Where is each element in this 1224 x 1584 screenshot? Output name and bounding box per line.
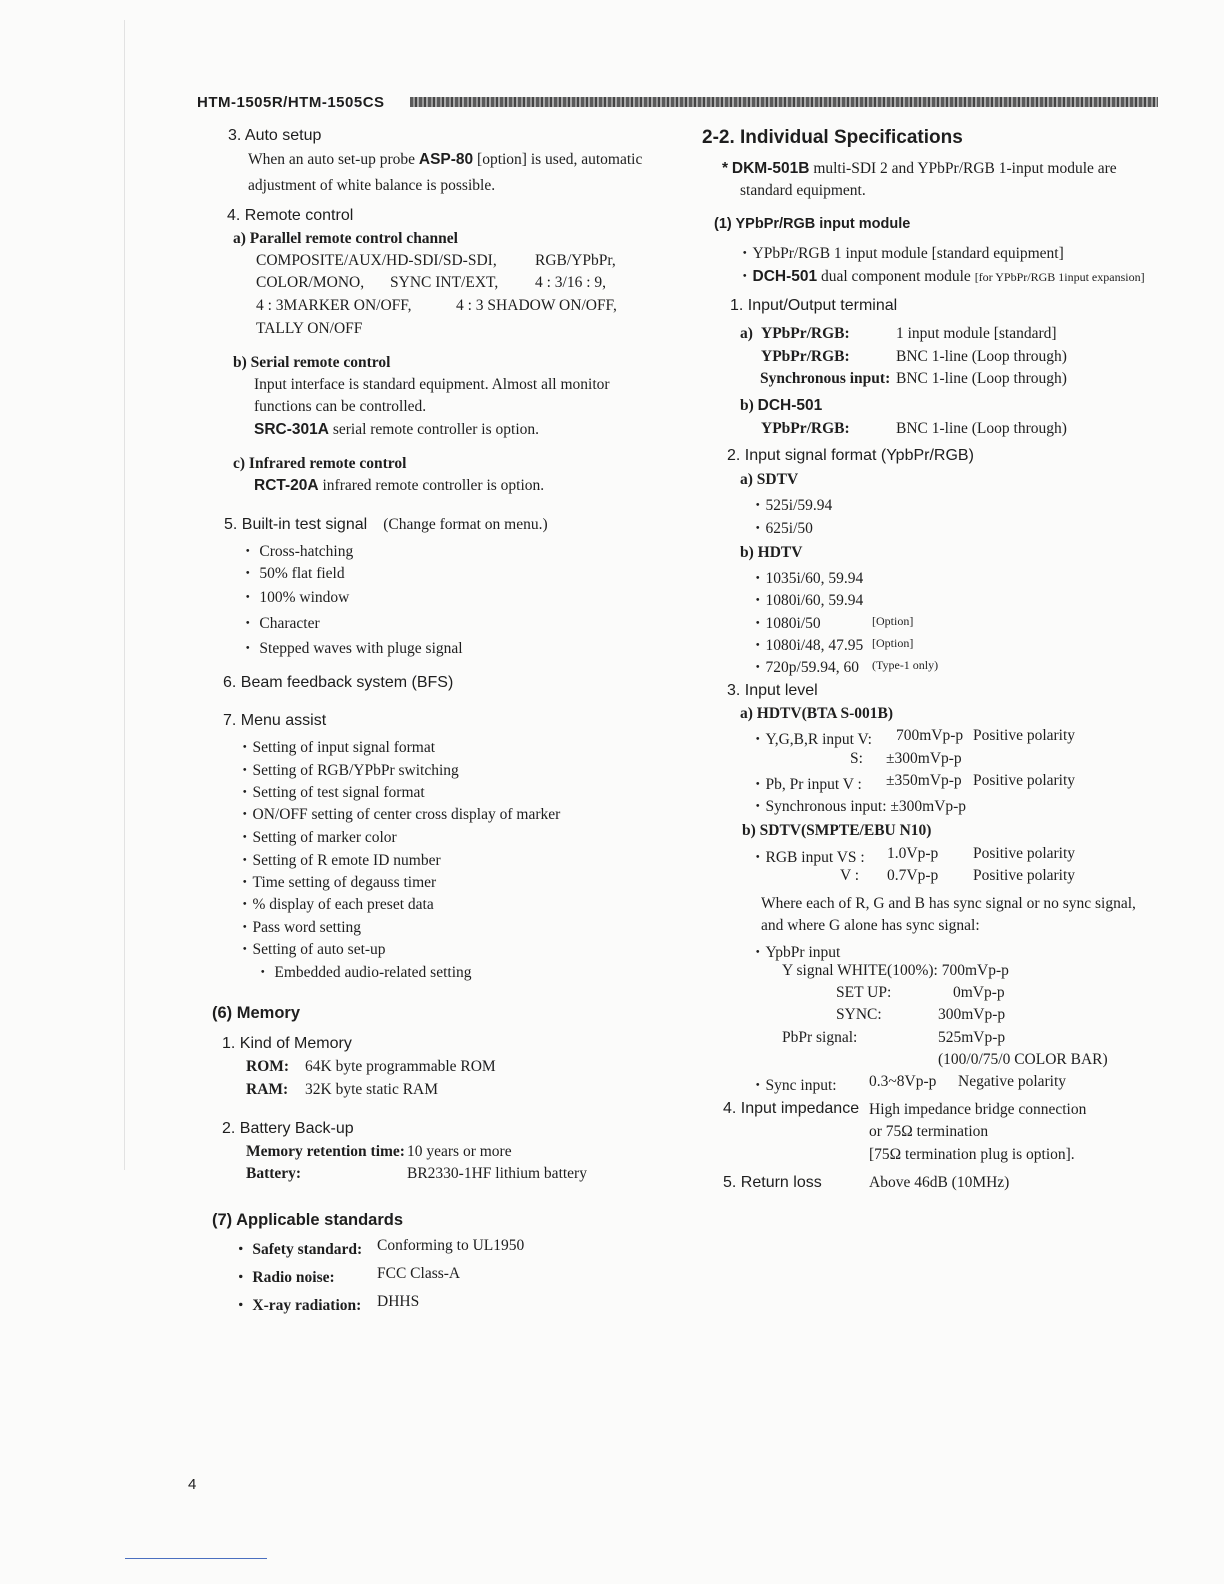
dch501-product: DCH-501 xyxy=(757,397,823,414)
parallel-label: a) Parallel remote control channel xyxy=(233,230,458,247)
parallel-item: COLOR/MONO, xyxy=(256,274,365,291)
format-item: ・1080i/48, 47.95 xyxy=(750,637,864,654)
level-label: ・YpbPr input xyxy=(750,944,841,961)
page-number: 4 xyxy=(188,1476,197,1493)
level-value: 700mVp-p xyxy=(896,727,964,744)
impedance-line: High impedance bridge connection xyxy=(869,1101,1087,1118)
builtin-heading-row xyxy=(224,516,548,534)
parallel-item: SYNC INT/EXT, xyxy=(390,274,499,291)
io-heading: 1. Input/Output terminal xyxy=(730,297,898,314)
rct20a-product: RCT-20A xyxy=(254,477,319,494)
io-row-label: YPbPr/RGB: xyxy=(761,348,850,365)
level-label: SYNC: xyxy=(836,1006,882,1023)
header-bar xyxy=(410,97,1158,107)
format-note: [Option] xyxy=(872,614,914,628)
hdtv-label: b) HDTV xyxy=(740,544,803,561)
io-row-value: BNC 1-line (Loop through) xyxy=(896,348,1067,365)
rom-label: ROM: xyxy=(246,1058,290,1075)
list-item: ・ Cross-hatching xyxy=(240,543,354,560)
level-value: 0.7Vp-p xyxy=(887,867,939,884)
where-line2: and where G alone has sync signal: xyxy=(761,917,980,934)
parallel-item: RGB/YPbPr, xyxy=(535,252,616,269)
io-row-value: BNC 1-line (Loop through) xyxy=(896,420,1067,437)
list-item: ・ 100% window xyxy=(240,589,350,606)
serial-line2: functions can be controlled. xyxy=(254,398,427,415)
list-item: ・ON/OFF setting of center cross display of marker xyxy=(237,806,561,823)
standards-heading: (7) Applicable standards xyxy=(212,1211,404,1229)
scan-edge-line xyxy=(124,20,125,1170)
format-item: ・525i/59.94 xyxy=(750,497,833,514)
format-note: [Option] xyxy=(872,636,914,650)
battery-value: BR2330-1HF lithium battery xyxy=(407,1165,587,1182)
standard-value: Conforming to UL1950 xyxy=(377,1237,525,1254)
where-line1: Where each of R, G and B has sync signal or no sync signal, xyxy=(761,895,1136,912)
infrared-label: c) Infrared remote control xyxy=(233,455,407,472)
list-item: ・Setting of RGB/YPbPr switching xyxy=(237,762,459,779)
level-value: 0mVp-p xyxy=(953,984,1005,1001)
level-hdtv-label: a) HDTV(BTA S-001B) xyxy=(740,705,894,722)
standard-label: ・ X-ray radiation: xyxy=(233,1297,362,1314)
list-item: ・Pass word setting xyxy=(237,919,362,936)
io-a-label: a) xyxy=(740,325,753,342)
io-row-label: YPbPr/RGB: xyxy=(761,420,850,437)
standard-label: ・ Radio noise: xyxy=(233,1269,335,1286)
menu-heading: 7. Menu assist xyxy=(223,712,327,729)
battery-label: Battery: xyxy=(246,1165,302,1182)
parallel-item: 4 : 3/16 : 9, xyxy=(535,274,607,291)
list-item: ・ Character xyxy=(240,615,320,632)
module-heading: (1) YPbPr/RGB input module xyxy=(714,216,911,232)
serial-line3: SRC-301A serial remote controller is option. xyxy=(254,421,540,438)
impedance-heading: 4. Input impedance xyxy=(723,1100,860,1117)
sdtv-label: a) SDTV xyxy=(740,471,799,488)
level-heading: 3. Input level xyxy=(727,682,818,699)
standard-label: ・ Safety standard: xyxy=(233,1241,363,1258)
io-row-value: 1 input module [standard] xyxy=(896,325,1057,342)
auto-setup-line2: adjustment of white balance is possible. xyxy=(248,177,496,194)
format-item: ・720p/59.94, 60 xyxy=(750,659,859,676)
list-item: ・Setting of R emote ID number xyxy=(237,852,441,869)
level-polarity: Negative polarity xyxy=(958,1073,1067,1090)
level-value: 300mVp-p xyxy=(938,1006,1006,1023)
builtin-heading: 5. Built-in test signal xyxy=(224,516,368,533)
io-row-label: Synchronous input: xyxy=(760,370,891,387)
memory-heading: (6) Memory xyxy=(212,1004,301,1022)
format-heading: 2. Input signal format (YpbPr/RGB) xyxy=(727,447,974,464)
auto-setup-line1: When an auto set-up probe ASP-80 [option] is used, automatic xyxy=(248,151,643,168)
io-row-label: YPbPr/RGB: xyxy=(761,325,850,342)
src301a-product: SRC-301A xyxy=(254,421,329,438)
level-label: V : xyxy=(840,867,860,884)
format-item: ・1080i/60, 59.94 xyxy=(750,592,864,609)
intro-line1: * DKM-501B multi-SDI 2 and YPbPr/RGB 1-input module are xyxy=(722,160,1117,177)
level-value: 525mVp-p xyxy=(938,1029,1006,1046)
level-value: ±300mVp-p xyxy=(886,750,962,767)
standard-value: FCC Class-A xyxy=(377,1265,461,1282)
retention-value: 10 years or more xyxy=(407,1143,512,1160)
io-b-row: b) DCH-501 xyxy=(740,397,823,414)
module-item: ・DCH-501 dual component module [for YPbPr/RGB 1input expansion] xyxy=(737,268,1145,285)
level-label: ・Y,G,B,R input V: xyxy=(750,731,872,748)
level-polarity: Positive polarity xyxy=(973,727,1076,744)
parallel-item: 4 : 3 SHADOW ON/OFF, xyxy=(456,297,617,314)
colorbar-note: (100/0/75/0 COLOR BAR) xyxy=(938,1051,1108,1068)
level-label: SET UP: xyxy=(836,984,892,1001)
format-item: ・1080i/50 xyxy=(750,615,821,632)
y-white: Y signal WHITE(100%): 700mVp-p xyxy=(782,962,1009,979)
asp80-product: ASP-80 xyxy=(418,151,474,168)
level-label: ・Synchronous input: ±300mVp-p xyxy=(750,798,967,815)
infrared-line: RCT-20A infrared remote controller is option. xyxy=(254,477,545,494)
level-polarity: Positive polarity xyxy=(973,867,1076,884)
io-row-value: BNC 1-line (Loop through) xyxy=(896,370,1067,387)
list-item: ・Time setting of degauss timer xyxy=(237,874,437,891)
dch501-product: DCH-501 xyxy=(752,268,818,285)
model-header: HTM-1505R/HTM-1505CS xyxy=(197,94,385,111)
backup-heading: 2. Battery Back-up xyxy=(222,1120,354,1137)
auto-setup-heading: 3. Auto setup xyxy=(228,127,322,144)
list-item: ・% display of each preset data xyxy=(237,896,434,913)
format-item: ・1035i/60, 59.94 xyxy=(750,570,864,587)
list-sub-item: ・ Embedded audio-related setting xyxy=(255,964,472,981)
level-label: ・Pb, Pr input V : xyxy=(750,776,862,793)
level-value: 1.0Vp-p xyxy=(887,845,939,862)
level-label: S: xyxy=(850,750,863,767)
list-item: ・Setting of input signal format xyxy=(237,739,436,756)
retention-label: Memory retention time: xyxy=(246,1143,405,1160)
intro-line2: standard equipment. xyxy=(740,182,866,199)
level-polarity: Positive polarity xyxy=(973,772,1076,789)
parallel-item: TALLY ON/OFF xyxy=(256,320,363,337)
ram-value: 32K byte static RAM xyxy=(305,1081,439,1098)
remote-heading: 4. Remote control xyxy=(227,207,354,224)
standard-value: DHHS xyxy=(377,1293,420,1310)
format-note: (Type-1 only) xyxy=(872,658,939,672)
builtin-note: (Change format on menu.) xyxy=(383,516,548,533)
level-polarity: Positive polarity xyxy=(973,845,1076,862)
format-item: ・625i/50 xyxy=(750,520,813,537)
list-item: ・Setting of auto set-up xyxy=(237,941,386,958)
list-item: ・Setting of test signal format xyxy=(237,784,425,801)
level-sdtv-label: b) SDTV(SMPTE/EBU N10) xyxy=(742,822,932,839)
impedance-line: [75Ω termination plug is option]. xyxy=(869,1146,1075,1163)
level-label: ・RGB input VS : xyxy=(750,849,865,866)
bfs-heading: 6. Beam feedback system (BFS) xyxy=(223,674,454,691)
level-value: ±350mVp-p xyxy=(886,772,962,789)
serial-line1: Input interface is standard equipment. Almost all monitor xyxy=(254,376,610,393)
impedance-line: or 75Ω termination xyxy=(869,1123,989,1140)
parallel-item: 4 : 3MARKER ON/OFF, xyxy=(256,297,412,314)
level-label: PbPr signal: xyxy=(782,1029,858,1046)
return-loss-heading: 5. Return loss xyxy=(723,1174,822,1191)
list-item: ・ 50% flat field xyxy=(240,565,345,582)
ram-label: RAM: xyxy=(246,1081,289,1098)
return-loss-value: Above 46dB (10MHz) xyxy=(869,1174,1010,1191)
list-item: ・Setting of marker color xyxy=(237,829,397,846)
level-value: 0.3~8Vp-p xyxy=(869,1073,937,1090)
level-label: ・Sync input: xyxy=(750,1077,837,1094)
parallel-item: COMPOSITE/AUX/HD-SDI/SD-SDI, xyxy=(256,252,497,269)
rom-value: 64K byte programmable ROM xyxy=(305,1058,496,1075)
list-item: ・ Stepped waves with pluge signal xyxy=(240,640,463,657)
specs-heading: 2-2. Individual Specifications xyxy=(702,127,963,148)
dkm501b-product: DKM-501B xyxy=(731,160,810,177)
serial-label: b) Serial remote control xyxy=(233,354,391,371)
module-item: ・YPbPr/RGB 1 input module [standard equipment] xyxy=(737,245,1064,262)
kind-heading: 1. Kind of Memory xyxy=(222,1035,352,1052)
footer-rule xyxy=(125,1558,267,1559)
